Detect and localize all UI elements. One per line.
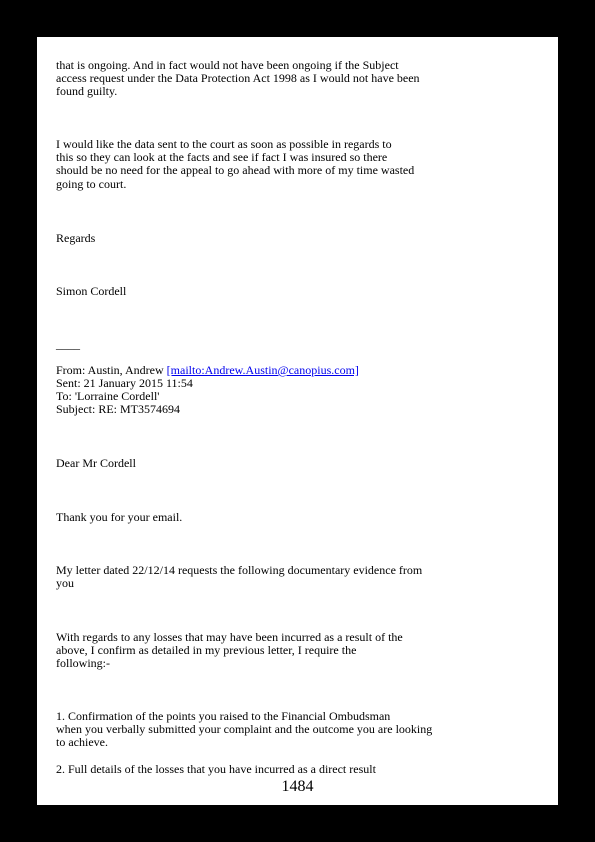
- sender-name: Simon Cordell: [56, 284, 127, 298]
- mailto-link[interactable]: [mailto:Andrew.Austin@canopius.com]: [166, 363, 359, 377]
- list-item: 2. Full details of the losses that you have incurred as a direct result: [56, 762, 376, 776]
- closing-regards: Regards: [56, 231, 96, 245]
- paragraph: Thank you for your email.: [56, 510, 183, 524]
- salutation: Dear Mr Cordell: [56, 456, 136, 470]
- paragraph: that is ongoing. And in fact would not have been ongoing if the Subject access request under the Data Protection Act 1998 as I would not have been found guilty.: [56, 58, 420, 99]
- document-page: [37, 37, 558, 805]
- page-number: 1484: [281, 778, 314, 795]
- paragraph: I would like the data sent to the court as soon as possible in regards to this so they can look at the facts and see if fact I was insured so there should be no need for the appeal to go ahead with more of my time wasted going to court.: [56, 137, 415, 191]
- from-label: From: Austin, Andrew: [56, 363, 167, 377]
- subject-line: Subject: RE: MT3574694: [56, 402, 180, 416]
- to-line: To: 'Lorraine Cordell': [56, 389, 160, 403]
- paragraph: With regards to any losses that may have been incurred as a result of the above, I confirm as detailed in my previous letter, I require the following:-: [56, 630, 403, 671]
- paragraph: My letter dated 22/12/14 requests the following documentary evidence from you: [56, 563, 423, 591]
- separator-line: ____: [56, 337, 80, 351]
- sent-line: Sent: 21 January 2015 11:54: [56, 376, 193, 390]
- list-item: 1. Confirmation of the points you raised to the Financial Ombudsman when you verbally submitted your complaint and the outcome you are looking to achieve.: [56, 709, 433, 750]
